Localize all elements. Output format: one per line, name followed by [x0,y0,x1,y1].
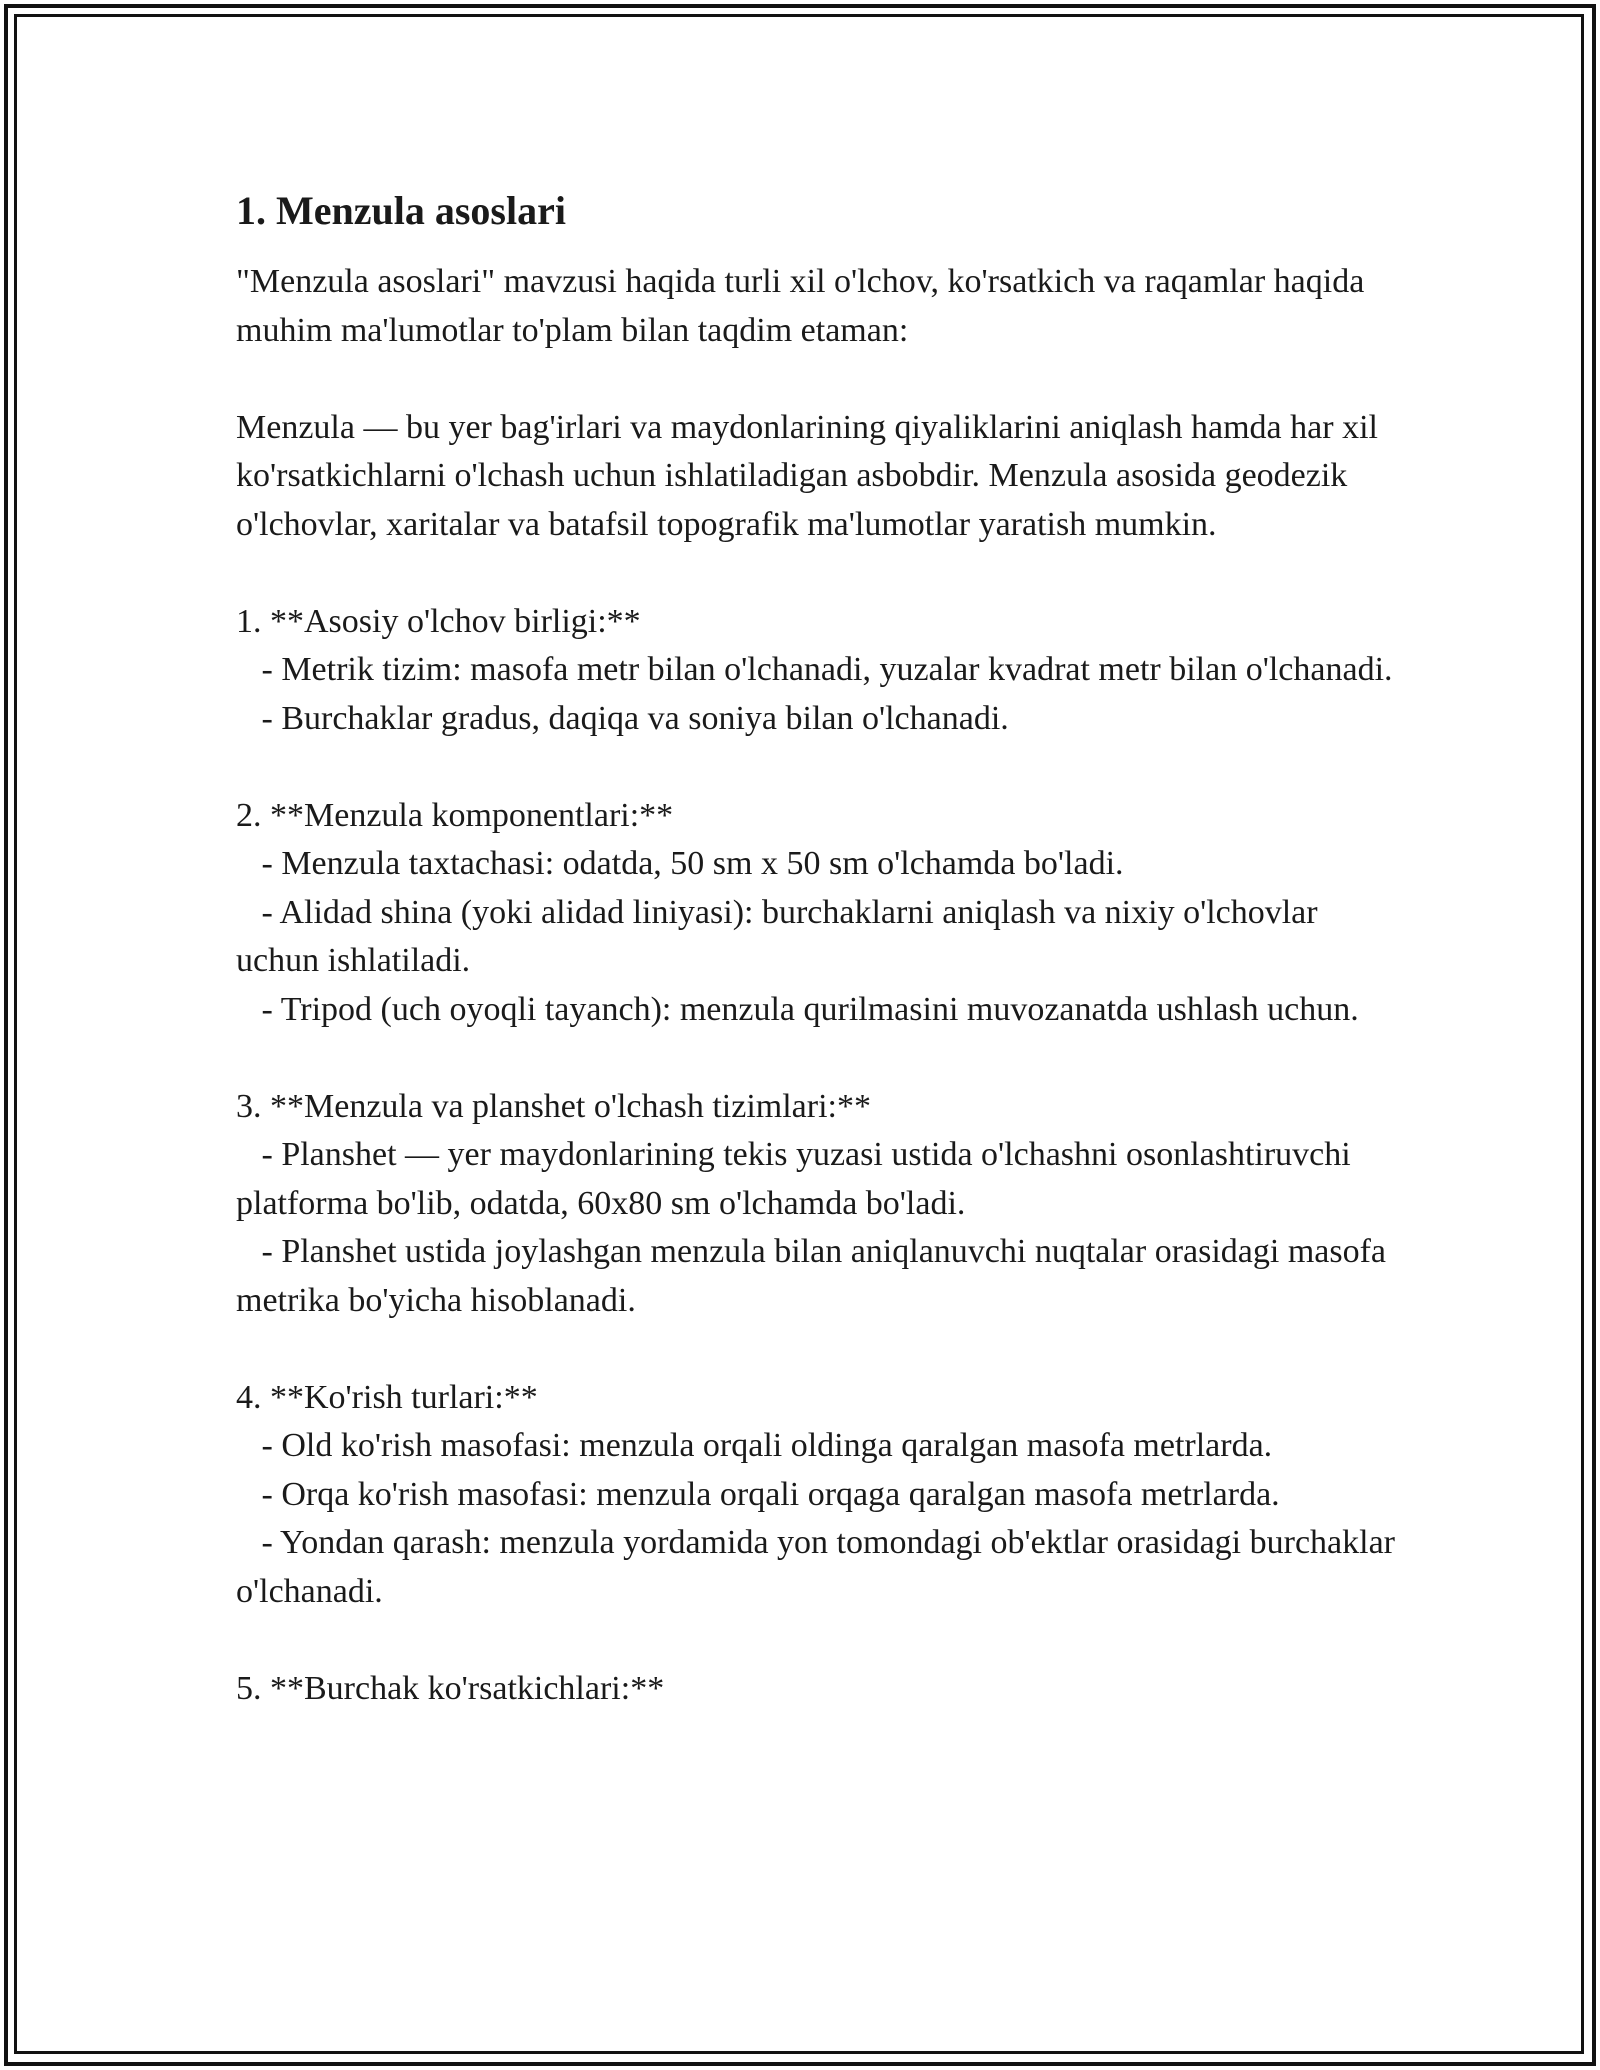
section-heading: 4. **Ko'rish turlari:** [236,1378,538,1416]
section-line: - Yondan qarash: menzula yordamida yon tomondagi ob'ektlar orasidagi burchaklar o'lchanadi. [236,1524,1404,1610]
definition-paragraph: Menzula — bu yer bag'irlari va maydonlarining qiyaliklarini aniqlash hamda har xil ko'rsatkichlarni o'lchash uchun ishlatiladigan asbobdir. Menzula asosida geodezik o'lchovlar, xaritalar va batafsil topografik ma'lumotlar yaratish mumkin. [236,408,1387,543]
document-body [236,186,1406,1713]
paragraph-gap [236,1325,1406,1374]
paragraph-gap [236,549,1406,598]
section-line: - Tripod (uch oyoqli tayanch): menzula qurilmasini muvozanatda ushlash uchun. [236,990,1359,1028]
section-line: - Old ko'rish masofasi: menzula orqali oldinga qaralgan masofa metrlarda. [236,1427,1273,1464]
intro-paragraph: "Menzula asoslari" mavzusi haqida turli xil o'lchov, ko'rsatkich va raqamlar haqida muhim ma'lumotlar to'plam bilan taqdim etaman: [236,263,1373,349]
section-1 [236,598,1406,744]
section-line: - Burchaklar gradus, daqiqa va soniya bilan o'lchanadi. [236,699,1009,737]
section-heading: 5. **Burchak ko'rsatkichlari:** [236,1669,665,1707]
section-4 [236,1374,1406,1617]
paragraph-gap [236,355,1406,404]
section-2 [236,792,1406,1035]
section-5 [236,1665,1406,1714]
section-heading: 2. **Menzula komponentlari:** [236,796,674,834]
section-line: - Alidad shina (yoki alidad liniyasi): burchaklarni aniqlash va nixiy o'lchovlar uchun ishlatiladi. [236,893,1327,979]
section-heading: 3. **Menzula va planshet o'lchash tizimlari:** [236,1087,871,1125]
paragraph-gap [236,1616,1406,1665]
section-line: - Planshet — yer maydonlarining tekis yuzasi ustida o'lchashni osonlashtiruvchi platforma bo'lib, odatda, 60x80 sm o'lchamda bo'ladi. [236,1136,1360,1222]
section-line: - Metrik tizim: masofa metr bilan o'lchanadi, yuzalar kvadrat metr bilan o'lchanadi. [236,651,1393,688]
section-3 [236,1083,1406,1326]
section-line: - Menzula taxtachasi: odatda, 50 sm x 50 sm o'lchamda bo'ladi. [236,845,1124,882]
section-line: - Planshet ustida joylashgan menzula bilan aniqlanuvchi nuqtalar orasidagi masofa metrika bo'yicha hisoblanadi. [236,1233,1395,1319]
paragraph-gap [236,743,1406,792]
paragraph-gap [236,1034,1406,1083]
section-line: - Orqa ko'rish masofasi: menzula orqali orqaga qaralgan masofa metrlarda. [236,1475,1280,1513]
document-title: 1. Menzula asoslari [236,188,566,233]
section-heading: 1. **Asosiy o'lchov birligi:** [236,602,641,640]
